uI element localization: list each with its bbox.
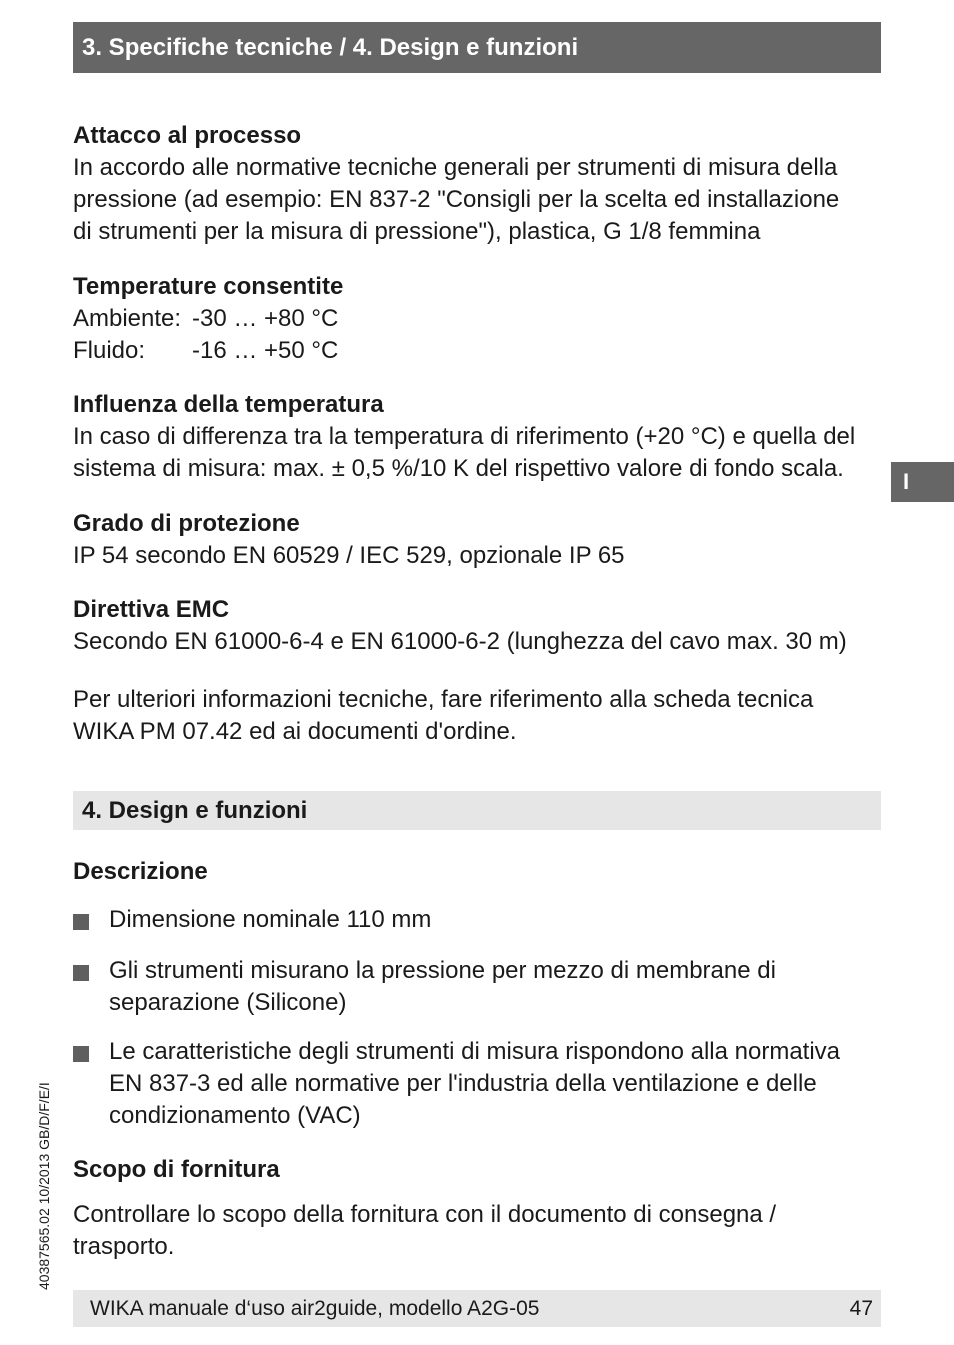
temperature-influence-line: sistema di misura: max. ± 0,5 %/10 K del rispettivo valore di fondo scala. xyxy=(73,455,844,482)
scope-line: trasporto. xyxy=(73,1233,175,1260)
footer-text: WIKA manuale d‘uso air2guide, modello A2G-05 xyxy=(90,1297,540,1320)
description-heading: Descrizione xyxy=(73,858,208,885)
scope-paragraph xyxy=(73,1199,888,1263)
fluid-temperature-row xyxy=(73,335,888,367)
temperature-influence-heading: Influenza della temperatura xyxy=(73,391,384,418)
square-bullet-icon xyxy=(73,965,89,981)
process-connection-heading: Attacco al processo xyxy=(73,122,302,149)
scope-line: Controllare lo scopo della fornitura con il documento di consegna / xyxy=(73,1201,777,1228)
protection-text: IP 54 secondo EN 60529 / IEC 529, opzionale IP 65 xyxy=(73,542,625,569)
page-footer xyxy=(73,1290,881,1327)
language-tab: I xyxy=(891,462,954,502)
bullet-text: condizionamento (VAC) xyxy=(109,1102,361,1129)
protection-section xyxy=(73,508,888,572)
bullet-text: EN 837-3 ed alle normative per l'industria della ventilazione e delle xyxy=(109,1070,817,1097)
bullet-item xyxy=(73,1036,888,1132)
emc-section xyxy=(73,594,888,658)
bullet-text: Le caratteristiche degli strumenti di misura rispondono alla normativa xyxy=(109,1038,841,1065)
protection-heading: Grado di protezione xyxy=(73,510,300,537)
bullet-text: separazione (Silicone) xyxy=(109,989,347,1016)
fluid-label: Fluido: xyxy=(73,337,146,364)
process-connection-section xyxy=(73,120,888,248)
description-heading-block xyxy=(73,856,888,888)
square-bullet-icon xyxy=(73,914,89,930)
temperature-influence-line: In caso di differenza tra la temperatura di riferimento (+20 °C) e quella del xyxy=(73,423,856,450)
document-code: 40387565.02 10/2013 GB/D/F/E/I xyxy=(36,1082,52,1290)
scope-section xyxy=(73,1154,888,1186)
design-section-title: 4. Design e funzioni xyxy=(73,791,881,830)
bullet-text: Dimensione nominale 110 mm xyxy=(109,906,432,933)
process-connection-line: di strumenti per la misura di pressione"), plastica, G 1/8 femmina xyxy=(73,218,761,245)
further-info-line: Per ulteriori informazioni tecniche, fare riferimento alla scheda tecnica xyxy=(73,686,814,713)
fluid-value: -16 … +50 °C xyxy=(192,337,339,364)
temperatures-section xyxy=(73,271,888,367)
emc-text: Secondo EN 61000-6-4 e EN 61000-6-2 (lunghezza del cavo max. 30 m) xyxy=(73,628,847,655)
further-info-line: WIKA PM 07.42 ed ai documenti d'ordine. xyxy=(73,718,517,745)
ambient-temperature-row xyxy=(73,303,888,335)
page-number: 47 xyxy=(849,1297,873,1320)
bullet-text: Gli strumenti misurano la pressione per mezzo di membrane di xyxy=(109,957,776,984)
bullet-item xyxy=(73,904,888,936)
bullet-item xyxy=(73,955,888,1019)
square-bullet-icon xyxy=(73,1046,89,1062)
process-connection-line: In accordo alle normative tecniche generali per strumenti di misura della xyxy=(73,154,838,181)
further-info-paragraph xyxy=(73,684,888,748)
page-header-title: 3. Specifiche tecniche / 4. Design e funzioni xyxy=(73,22,881,73)
scope-heading: Scopo di fornitura xyxy=(73,1156,280,1183)
temperatures-heading: Temperature consentite xyxy=(73,273,344,300)
emc-heading: Direttiva EMC xyxy=(73,596,230,623)
ambient-value: -30 … +80 °C xyxy=(192,305,339,332)
process-connection-line: pressione (ad esempio: EN 837-2 "Consigli per la scelta ed installazione xyxy=(73,186,840,213)
temperature-influence-section xyxy=(73,389,888,485)
ambient-label: Ambiente: xyxy=(73,305,182,332)
